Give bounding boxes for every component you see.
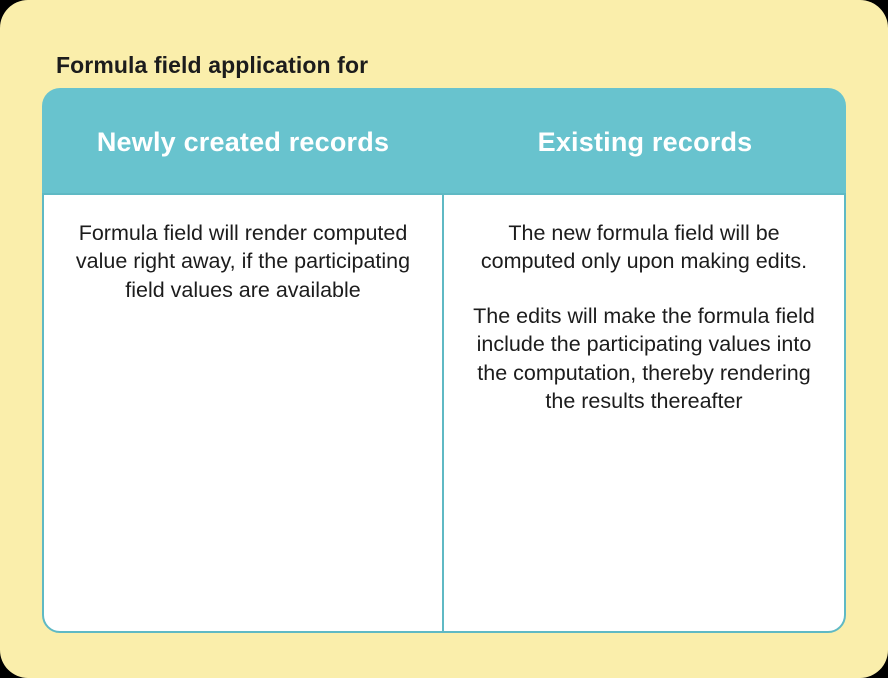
cell-paragraph: Formula field will render computed value right away, if the participating field values are available bbox=[75, 221, 411, 302]
page-title: Formula field application for bbox=[56, 52, 369, 78]
table-body-row bbox=[42, 193, 846, 633]
table-cell-existing bbox=[444, 195, 844, 631]
column-header-newly-created: Newly created records bbox=[96, 126, 390, 157]
table-header-row bbox=[42, 88, 846, 196]
table-cell-newly-created bbox=[44, 195, 444, 631]
cell-paragraph: The new formula field will be computed only upon making edits. bbox=[480, 221, 808, 274]
comparison-table bbox=[42, 88, 846, 633]
cell-paragraph: The edits will make the formula field include the participating values into the computation, thereby rendering the results thereafter bbox=[473, 303, 815, 413]
column-header-existing: Existing records bbox=[537, 126, 753, 157]
